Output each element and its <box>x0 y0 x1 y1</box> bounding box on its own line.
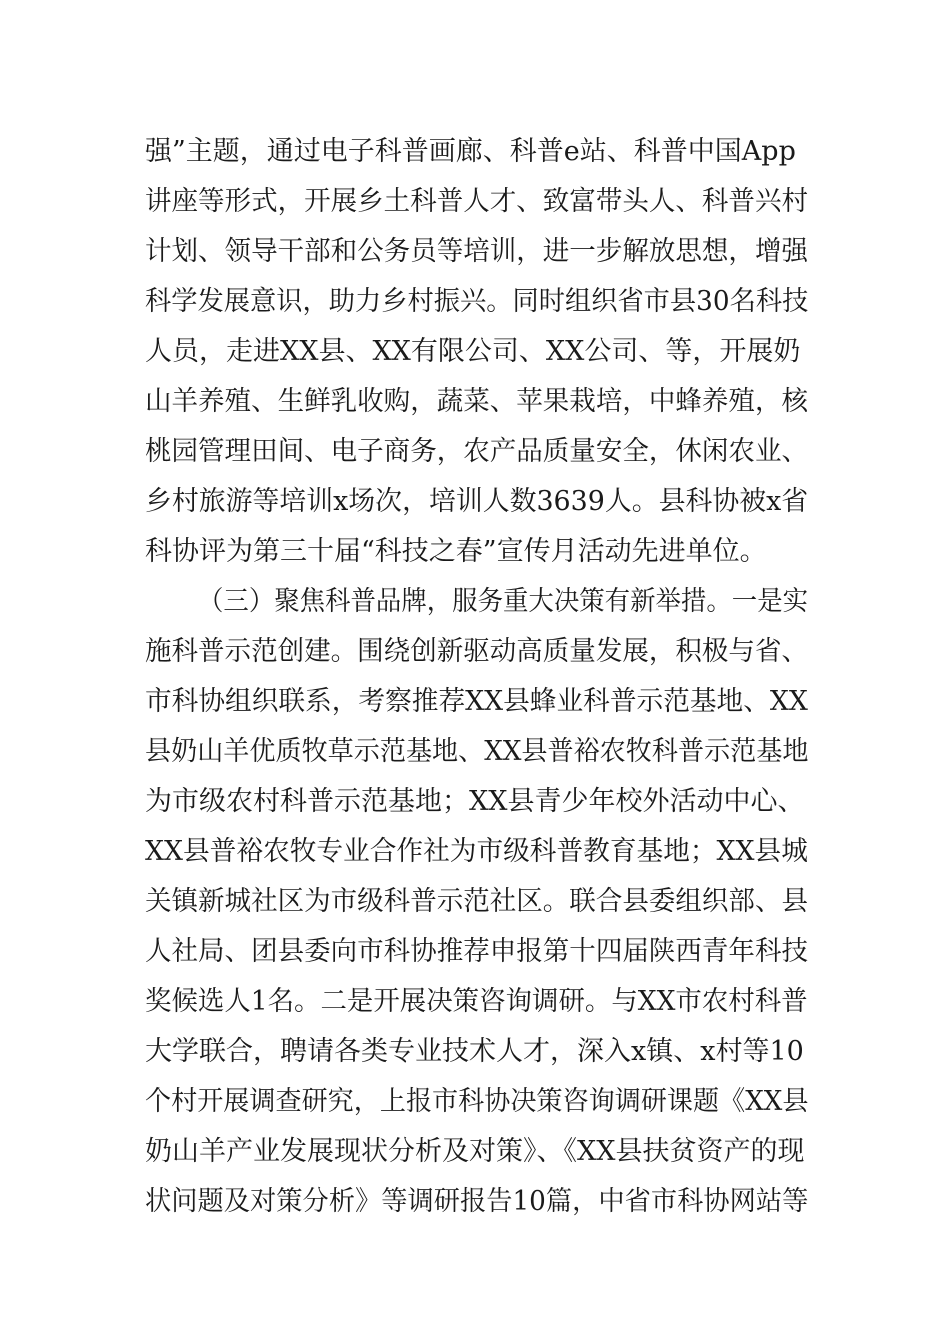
text-line-19: 大学联合，聘请各类专业技术人才，深入x镇、x村等10 <box>145 1036 804 1067</box>
text-line-22: 状问题及对策分析》等调研报告10篇，中省市科协网站等 <box>145 1186 809 1217</box>
text-line-9: 科协评为第三十届“科技之春”宣传月活动先进单位。 <box>145 536 767 567</box>
text-line-13: 县奶山羊优质牧草示范基地、XX县普裕农牧科普示范基地 <box>145 736 809 767</box>
text-line-2: 讲座等形式，开展乡土科普人才、致富带头人、科普兴村 <box>145 186 808 217</box>
text-line-12: 市科协组织联系，考察推荐XX县蜂业科普示范基地、XX <box>145 686 808 717</box>
text-line-17: 人社局、团县委向市科协推荐申报第十四届陕西青年科技 <box>145 936 808 967</box>
text-line-15: XX县普裕农牧专业合作社为市级科普教育基地；XX县城 <box>145 836 808 867</box>
text-line-7: 桃园管理田间、电子商务，农产品质量安全，休闲农业、 <box>145 436 808 467</box>
text-line-1: 强”主题，通过电子科普画廊、科普e站、科普中国App <box>145 136 796 167</box>
text-line-3: 计划、领导干部和公务员等培训，进一步解放思想，增强 <box>145 236 808 267</box>
text-line-21: 奶山羊产业发展现状分析及对策》、《XX县扶贫资产的现 <box>145 1136 805 1167</box>
text-line-20: 个村开展调查研究，上报市科协决策咨询调研课题《XX县 <box>145 1086 809 1117</box>
text-line-16: 关镇新城社区为市级科普示范社区。联合县委组织部、县 <box>145 886 808 917</box>
text-line-8: 乡村旅游等培训x场次，培训人数3639人。县科协被x省 <box>145 486 809 517</box>
text-line-11: 施科普示范创建。围绕创新驱动高质量发展，积极与省、 <box>145 636 808 667</box>
section-heading-line: （三）聚焦科普品牌，服务重大决策有新举措。一是实 <box>198 586 809 617</box>
text-line-6: 山羊养殖、生鲜乳收购，蔬菜、苹果栽培，中蜂养殖，核 <box>145 386 808 417</box>
text-line-14: 为市级农村科普示范基地；XX县青少年校外活动中心、 <box>145 786 805 817</box>
text-line-5: 人员，走进XX县、XX有限公司、XX公司、等，开展奶 <box>145 336 801 367</box>
text-line-18: 奖候选人1名。二是开展决策咨询调研。与XX市农村科普 <box>145 986 808 1017</box>
text-line-4: 科学发展意识，助力乡村振兴。同时组织省市县30名科技 <box>145 286 809 317</box>
